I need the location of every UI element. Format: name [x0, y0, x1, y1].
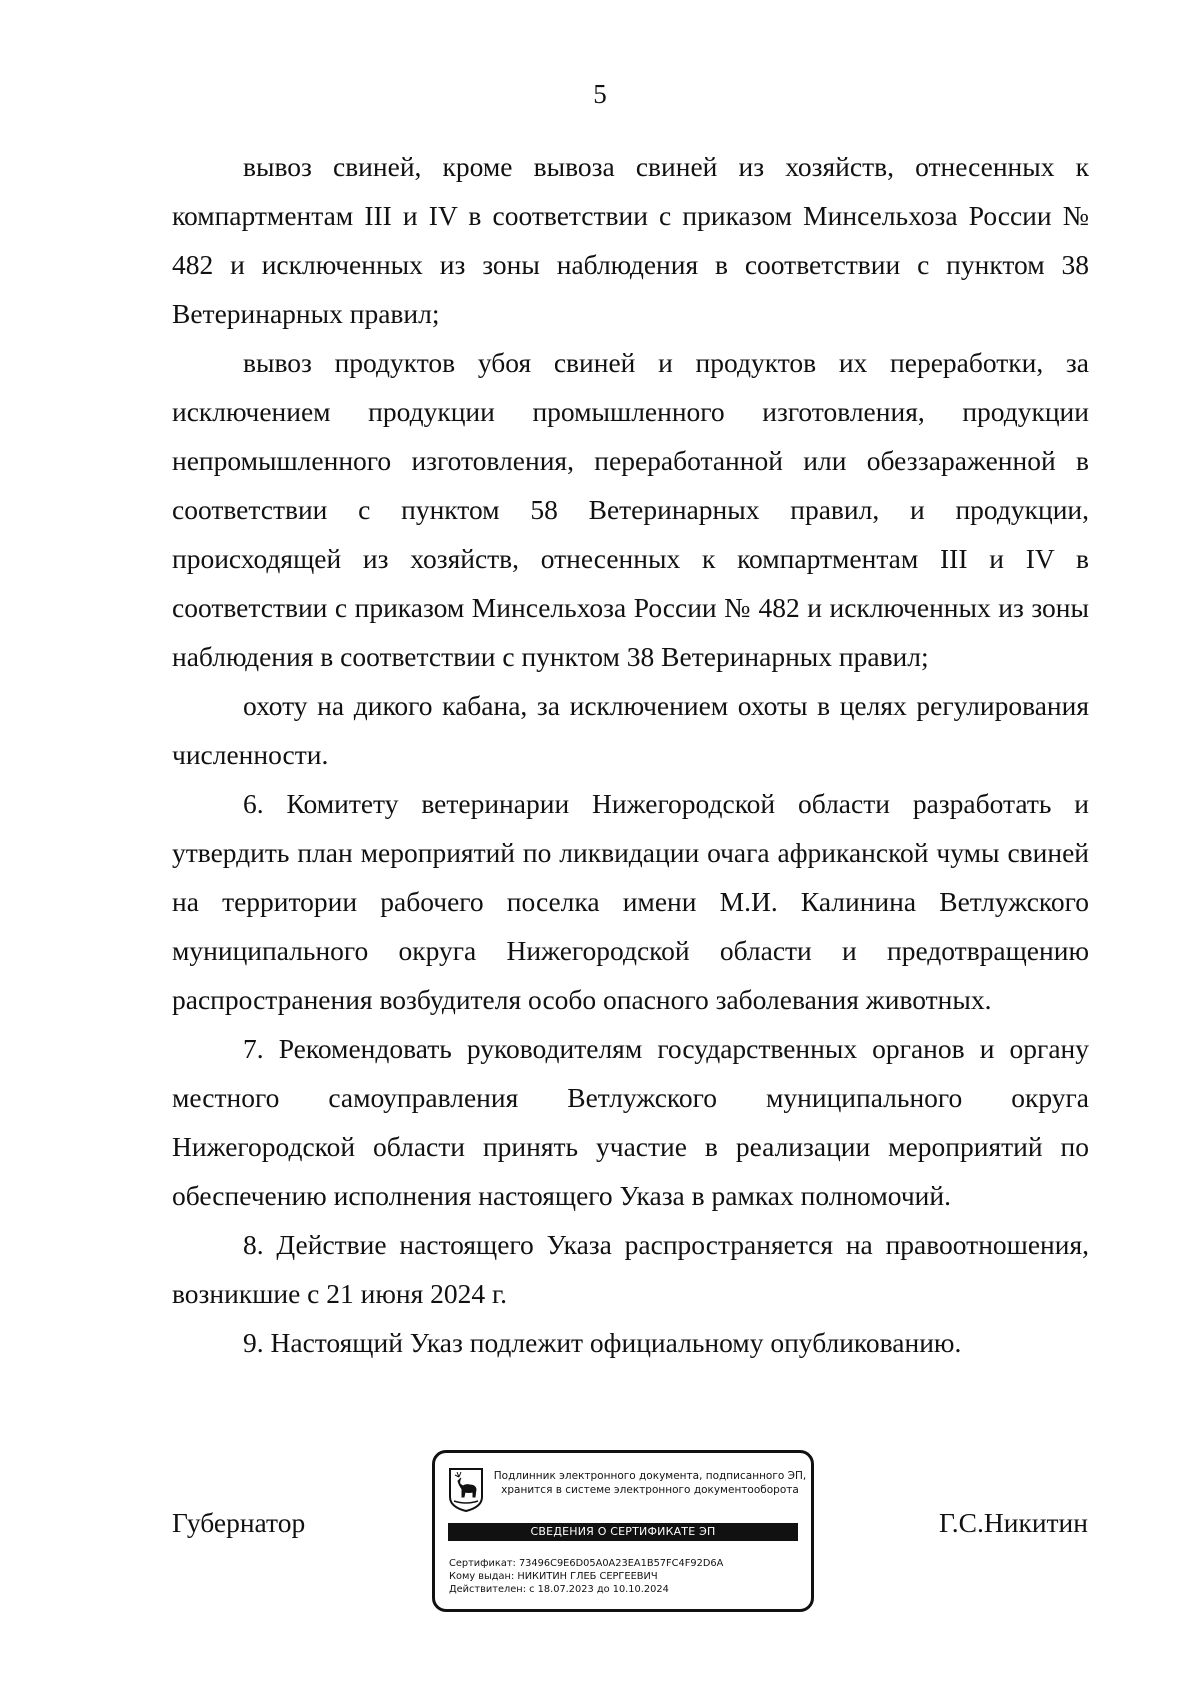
stamp-details	[449, 1557, 805, 1596]
stamp-validity: Действителен: с 18.07.2023 до 10.10.2024	[449, 1584, 669, 1595]
stamp-header-line-1: Подлинник электронного документа, подписанного ЭП,	[493, 1470, 807, 1482]
stamp-header	[491, 1469, 809, 1497]
stamp-issued-to: Кому выдан: НИКИТИН ГЛЕБ СЕРГЕЕВИЧ	[449, 1571, 658, 1582]
paragraph-item-7: 7. Рекомендовать руководителям государственных органов и органу местного самоуправления Ветлужского муниципального округа Нижегородской области принять участие в реализации мероприятий по обеспечению исполнения настоящего Указа в рамках полномочий.	[172, 1033, 1089, 1211]
paragraph-pig-export: вывоз свиней, кроме вывоза свиней из хозяйств, отнесенных к компартментам III и IV в соответствии с приказом Минсельхоза России № 482 и исключенных из зоны наблюдения в соответствии с пунктом 38 Ветеринарных правил;	[172, 151, 1089, 329]
page-number: 5	[593, 79, 607, 109]
stamp-header-line-2: хранится в системе электронного документооборота	[501, 1484, 799, 1496]
paragraph-item-8: 8. Действие настоящего Указа распространяется на правоотношения, возникшие с 21 июня 2024 г.	[172, 1229, 1089, 1309]
signatory-position: Губернатор	[172, 1507, 306, 1538]
stamp-certificate-number: Сертификат: 73496C9E6D05A0A23EA1B57FC4F92D6A	[449, 1558, 724, 1569]
paragraph-slaughter-products: вывоз продуктов убоя свиней и продуктов их переработки, за исключением продукции промышленного изготовления, продукции непромышленного изготовления, переработанной или обеззараженной в соответствии с пунктом 58 Ветеринарных правил, и продукции, происходящей из хозяйств, отнесенных к компартментам III и IV в соответствии с приказом Минсельхоза России № 482 и исключенных из зоны наблюдения в соответствии с пунктом 38 Ветеринарных правил;	[172, 347, 1089, 672]
paragraph-item-9: 9. Настоящий Указ подлежит официальному опубликованию.	[243, 1327, 962, 1358]
nizhny-novgorod-deer-emblem-icon	[448, 1467, 484, 1513]
paragraph-boar-hunting: охоту на дикого кабана, за исключением охоты в целях регулирования численности.	[172, 690, 1089, 770]
paragraph-item-6: 6. Комитету ветеринарии Нижегородской области разработать и утвердить план мероприятий по ликвидации очага африканской чумы свиней на территории рабочего поселка имени М.И. Калинина Ветлужского муниципального округа Нижегородской области и предотвращению распространения возбудителя особо опасного заболевания животных.	[172, 788, 1089, 1015]
document-body	[172, 142, 1089, 1367]
stamp-certificate-title: СВЕДЕНИЯ О СЕРТИФИКАТЕ ЭП	[448, 1523, 798, 1541]
electronic-signature-stamp	[432, 1450, 814, 1612]
signatory-name: Г.С.Никитин	[939, 1507, 1088, 1538]
